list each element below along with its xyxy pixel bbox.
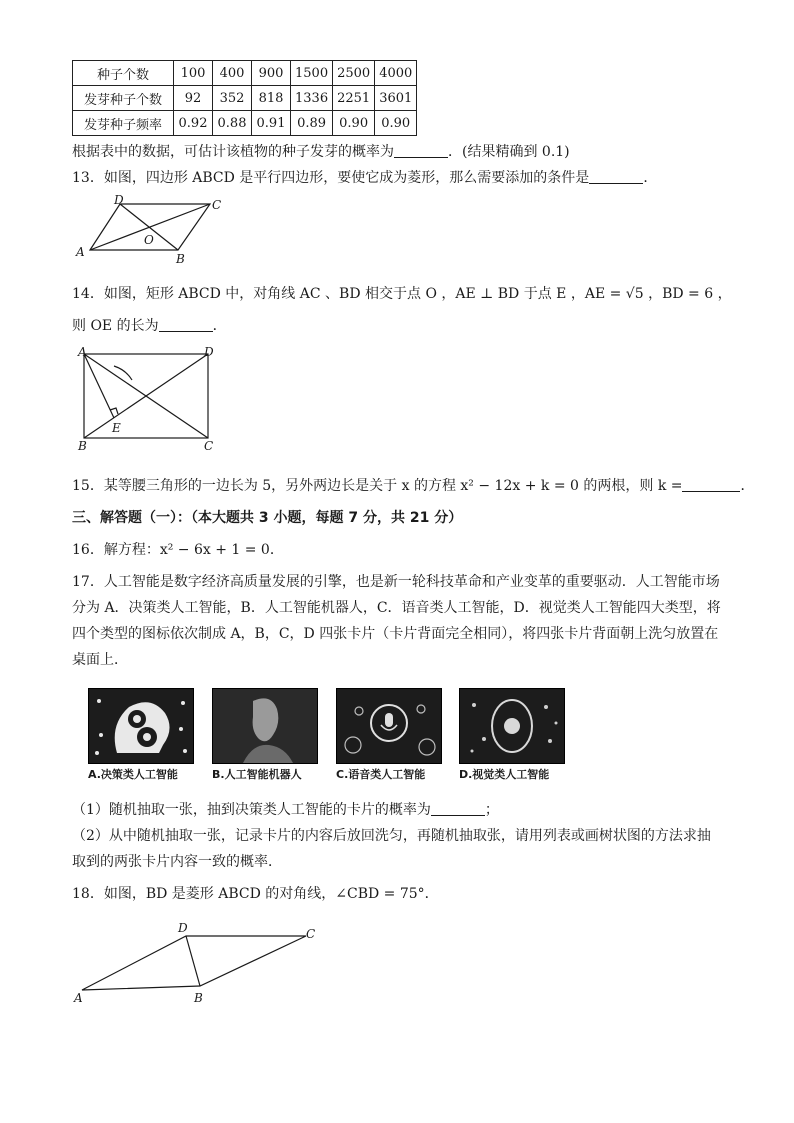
vertex-label-a: A <box>74 991 83 1005</box>
q17-line: 桌面上． <box>72 652 128 668</box>
table-cell: 0.89 <box>291 111 333 136</box>
table-cell: 2251 <box>333 86 375 111</box>
vertex-label-a: A <box>76 245 85 259</box>
q14-text-line2 <box>72 316 227 336</box>
center-label-o: O <box>144 233 154 247</box>
q17-part1-prompt: （1）随机抽取一张，抽到决策类人工智能的卡片的概率为 <box>72 802 431 818</box>
card-decision-ai <box>88 688 194 764</box>
table-cell: 900 <box>252 61 291 86</box>
q13-parallelogram-figure <box>70 192 230 266</box>
table-cell: 92 <box>174 86 213 111</box>
card-ai-robot <box>212 688 318 764</box>
card-caption-d: D.视觉类人工智能 <box>459 768 550 781</box>
table-row <box>73 111 417 136</box>
q12-note: ．(结果精确到 0.1) <box>448 144 570 160</box>
answer-blank[interactable] <box>682 477 740 492</box>
vertex-label-d: D <box>178 921 188 935</box>
q17-part1-end: ； <box>484 802 499 818</box>
vertex-label-c: C <box>212 198 222 212</box>
table-cell: 3601 <box>375 86 417 111</box>
q17-part2-line1: （2）从中随机抽取一张，记录卡片的内容后放回洗匀，再随机抽取张，请用列表或画树状图的方法求抽 <box>72 828 711 844</box>
table-cell: 100 <box>174 61 213 86</box>
table-row <box>73 61 417 86</box>
vertex-label-a: A <box>78 345 87 359</box>
q17-part2-line2: 取到的两张卡片内容一致的概率． <box>72 854 282 870</box>
table-cell: 0.91 <box>252 111 291 136</box>
vertex-label-c: C <box>204 439 214 453</box>
eye-scan-icon <box>460 689 564 763</box>
table-cell: 352 <box>213 86 252 111</box>
answer-blank[interactable] <box>394 143 448 158</box>
diagonal-bd <box>186 936 200 986</box>
answer-blank[interactable] <box>589 169 643 184</box>
q16-text: 16．解方程：x² − 6x + 1 = 0． <box>72 542 284 558</box>
q14-text-line1: 14．如图，矩形 ABCD 中，对角线 AC 、BD 相交于点 O ，AE ⊥ BD 于点 E ，AE = √5 ，BD = 6 ， <box>72 286 732 302</box>
q17-line: 分为 A．决策类人工智能，B．人工智能机器人，C．语音类人工智能，D．视觉类人工智能四大类型，将 <box>72 600 721 616</box>
q12-prompt: 根据表中的数据，可估计该植物的种子发芽的概率为 <box>72 144 394 160</box>
table-cell: 4000 <box>375 61 417 86</box>
table-cell: 0.88 <box>213 111 252 136</box>
table-cell: 0.90 <box>375 111 417 136</box>
section-heading: 三、解答题（一）：（本大题共 3 小题，每题 7 分，共 21 分） <box>72 510 463 526</box>
q15-end: ． <box>740 478 755 494</box>
table-cell: 0.90 <box>333 111 375 136</box>
q13-end: ． <box>643 170 658 186</box>
table-cell: 2500 <box>333 61 375 86</box>
point-label-e: E <box>112 421 121 435</box>
card-caption-b: B.人工智能机器人 <box>212 768 302 781</box>
q14-rectangle-figure <box>74 344 224 454</box>
row-header: 种子个数 <box>73 61 174 86</box>
vertex-label-d: D <box>114 193 124 207</box>
card-vision-ai <box>459 688 565 764</box>
q17-part1 <box>72 800 499 820</box>
arc-mark <box>114 366 132 380</box>
row-header: 发芽种子频率 <box>73 111 174 136</box>
q15-prompt: 15．某等腰三角形的一边长为 5，另外两边长是关于 x 的方程 x² − 12x + k = 0 的两根，则 k = <box>72 478 683 494</box>
table-cell: 1336 <box>291 86 333 111</box>
card-caption-c: C.语音类人工智能 <box>336 768 426 781</box>
card-caption-a: A.决策类人工智能 <box>88 768 178 781</box>
q13-text <box>72 168 657 188</box>
q12-text <box>72 142 570 162</box>
row-header: 发芽种子个数 <box>73 86 174 111</box>
table-row <box>73 86 417 111</box>
q17-line: 17．人工智能是数字经济高质量发展的引擎，也是新一轮科技革命和产业变革的重要驱动．人工智能市场 <box>72 574 720 590</box>
card-voice-ai <box>336 688 442 764</box>
vertex-label-b: B <box>176 252 185 266</box>
vertex-label-b: B <box>78 439 87 453</box>
q18-text: 18．如图，BD 是菱形 ABCD 的对角线，∠CBD = 75°． <box>72 886 439 902</box>
table-cell: 400 <box>213 61 252 86</box>
q18-rhombus-figure <box>70 918 330 1008</box>
vertex-label-b: B <box>194 991 203 1005</box>
answer-blank[interactable] <box>159 317 213 332</box>
vertex-label-d: D <box>204 345 214 359</box>
vertex-label-c: C <box>306 927 316 941</box>
table-cell: 1500 <box>291 61 333 86</box>
seed-germination-table <box>72 60 417 136</box>
q14-prompt: 则 OE 的长为 <box>72 318 159 334</box>
q17-line: 四个类型的图标依次制成 A，B，C，D 四张卡片（卡片背面完全相同），将四张卡片背面朝上洗匀放置在 <box>72 626 719 642</box>
answer-blank[interactable] <box>431 801 485 816</box>
table-cell: 0.92 <box>174 111 213 136</box>
microphone-icon <box>337 689 441 763</box>
q13-prompt: 13．如图，四边形 ABCD 是平行四边形，要使它成为菱形，那么需要添加的条件是 <box>72 170 590 186</box>
brain-gear-icon <box>89 689 193 763</box>
q15-text <box>72 476 754 496</box>
q14-end: ． <box>212 318 227 334</box>
robot-face-icon <box>213 689 317 763</box>
table-cell: 818 <box>252 86 291 111</box>
